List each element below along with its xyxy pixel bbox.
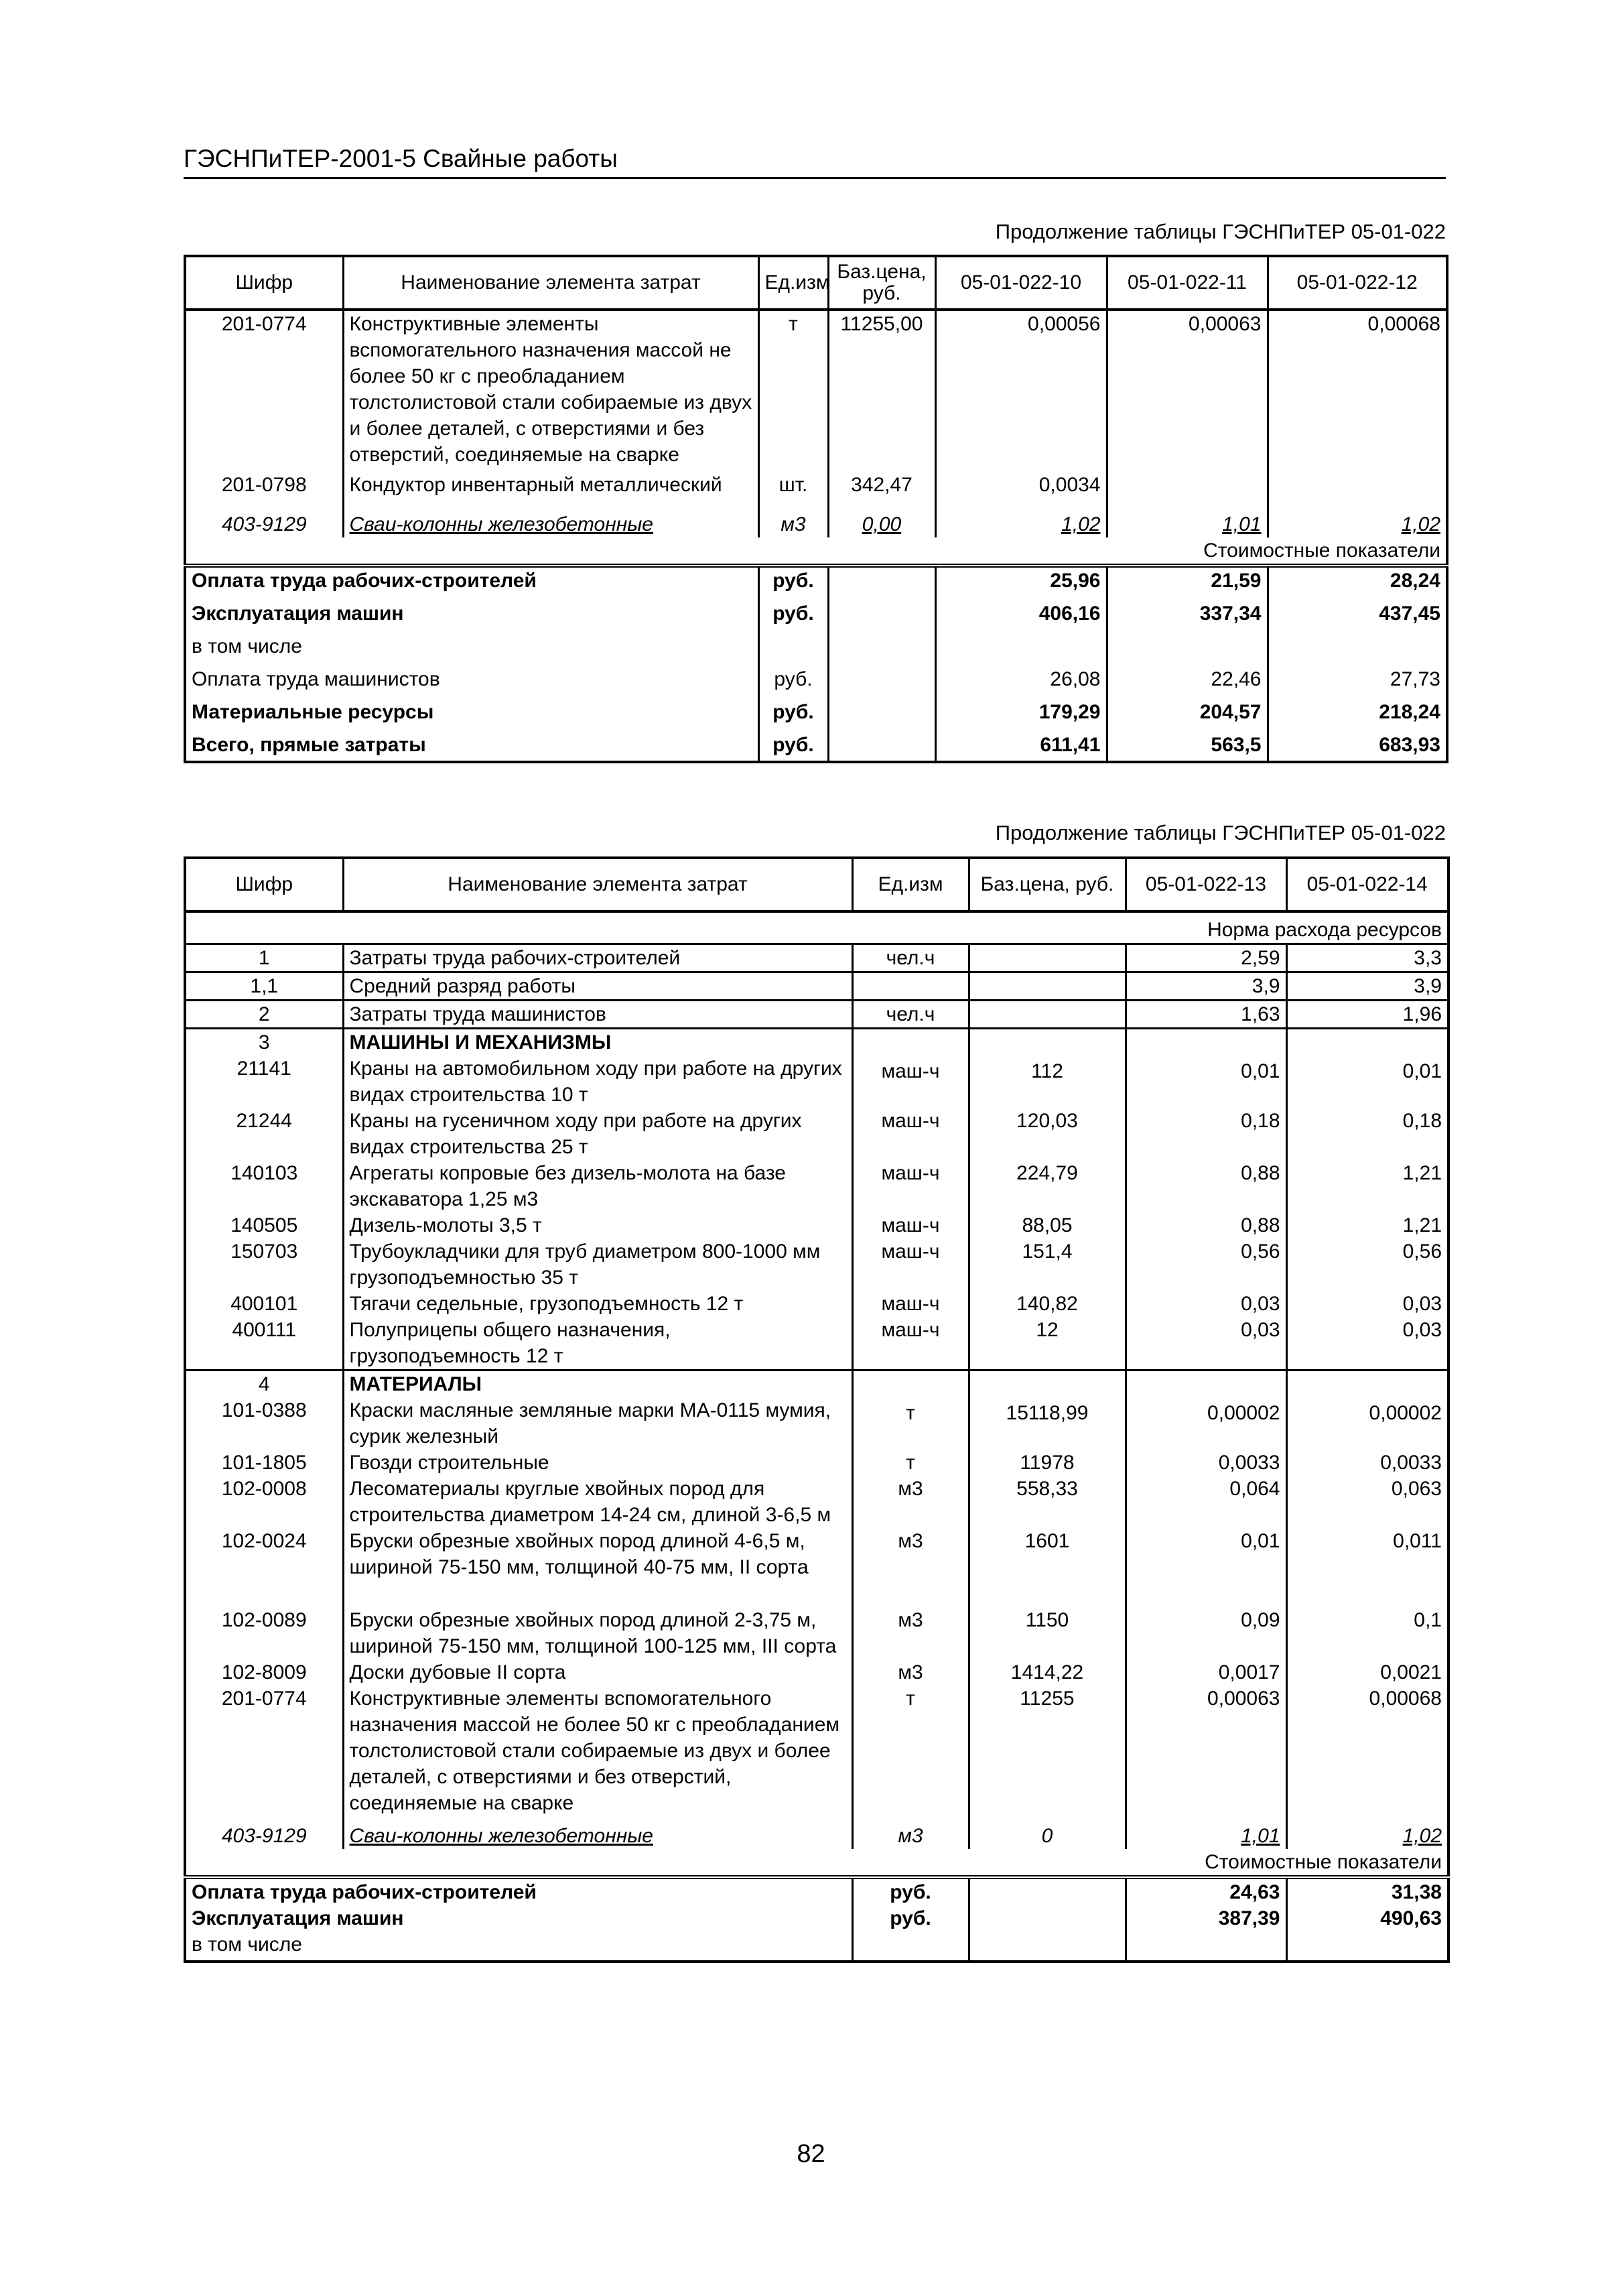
empty-cell <box>852 1029 969 1056</box>
cost-price-empty <box>969 1905 1126 1931</box>
col-header-v2: 05-01-022-11 <box>1107 256 1268 310</box>
section-title: МАШИНЫ И МЕХАНИЗМЫ <box>343 1029 852 1056</box>
row-unit: маш-ч <box>852 1056 969 1108</box>
row-price: 0 <box>969 1816 1126 1849</box>
row-price: 1414,22 <box>969 1659 1126 1685</box>
cost-price-empty <box>828 692 935 725</box>
cost-v1: 26,08 <box>935 659 1107 692</box>
row-unit: т <box>852 1450 969 1476</box>
cost-v1: 611,41 <box>935 725 1107 762</box>
row-name: Лесоматериалы круглые хвойных пород для строительства диаметром 14-24 см, длиной 3-6,5 м <box>343 1476 852 1528</box>
cost-unit: руб. <box>758 659 828 692</box>
empty-cell <box>969 1029 1126 1056</box>
row-code: 201-0774 <box>185 1685 343 1816</box>
table2-header-row <box>185 858 1448 911</box>
row-v1: 1,63 <box>1126 1001 1286 1029</box>
table-row <box>185 1931 1448 1962</box>
row-name: Конструктивные элементы вспомогательного назначения массой не более 50 кг с преобладанием толстолистовой стали собираемые из двух и более деталей, с отверстиями и без отверстий, соединяемые на сварке <box>343 310 758 468</box>
table1-caption: Продолжение таблицы ГЭСНПиТЕР 05-01-022 <box>995 220 1446 243</box>
cost-price-empty <box>828 594 935 627</box>
row-unit: маш-ч <box>852 1291 969 1317</box>
row-v1: 0,18 <box>1126 1108 1286 1160</box>
row-v2: 0,0033 <box>1380 1452 1442 1474</box>
row-v2: 0,03 <box>1402 1293 1442 1315</box>
row-code: 400111 <box>185 1317 343 1370</box>
row-unit: м3 <box>852 1659 969 1685</box>
section-code: 4 <box>185 1370 343 1398</box>
cost-name: Всего, прямые затраты <box>185 725 758 762</box>
row-v1: 0,09 <box>1126 1607 1286 1659</box>
row-v2: 0,01 <box>1402 1060 1442 1082</box>
row-v1: 0,88 <box>1126 1212 1286 1238</box>
row-v2 <box>1107 468 1268 498</box>
col-header-v3: 05-01-022-12 <box>1268 256 1447 310</box>
col-header-price: Баз.цена, руб. <box>969 858 1126 911</box>
table-row <box>185 310 1447 468</box>
table2-caption: Продолжение таблицы ГЭСНПиТЕР 05-01-022 <box>995 821 1446 844</box>
table-row <box>185 1905 1448 1931</box>
row-code: 101-0388 <box>185 1397 343 1450</box>
cost-v3: 218,24 <box>1379 701 1440 723</box>
cost-unit <box>758 627 828 659</box>
row-code: 403-9129 <box>185 498 343 537</box>
cost-v3: 683,93 <box>1379 734 1440 756</box>
table-row <box>185 1238 1448 1291</box>
cost-price-empty <box>969 1877 1126 1905</box>
norm-label-row <box>185 911 1448 944</box>
row-code: 2 <box>185 1001 343 1029</box>
col-header-code: Шифр <box>185 858 343 911</box>
cost-v1: 387,39 <box>1126 1905 1286 1931</box>
cost-v3 <box>1268 627 1447 659</box>
row-code: 101-1805 <box>185 1450 343 1476</box>
empty-cell <box>1126 1029 1286 1056</box>
cost-price-empty <box>828 725 935 762</box>
cost-name: в том числе <box>185 1931 852 1962</box>
row-v1: 0,00056 <box>935 310 1107 468</box>
row-name: Трубоукладчики для труб диаметром 800-1000 мм грузоподъемностью 35 т <box>343 1238 852 1291</box>
table1-header-row <box>185 256 1447 310</box>
row-unit: маш-ч <box>852 1238 969 1291</box>
cost-v2: 563,5 <box>1107 725 1268 762</box>
row-unit: маш-ч <box>852 1212 969 1238</box>
row-name: Сваи-колонны железобетонные <box>343 498 758 537</box>
row-unit: м3 <box>758 498 828 537</box>
row-price: 12 <box>969 1317 1126 1370</box>
col-header-name: Наименование элемента затрат <box>343 858 852 911</box>
row-name: Сваи-колонны железобетонные <box>343 1816 852 1849</box>
row-v1: 0,03 <box>1126 1317 1286 1370</box>
norm-label: Норма расхода ресурсов <box>1207 919 1442 941</box>
table-row <box>185 692 1447 725</box>
section-code: 3 <box>185 1029 343 1056</box>
table-row <box>185 1450 1448 1476</box>
cost-unit: руб. <box>758 594 828 627</box>
cost-unit: руб. <box>758 692 828 725</box>
row-name: Конструктивные элементы вспомогательного назначения массой не более 50 кг с преобладанием толстолистовой стали собираемые из двух и более деталей, с отверстиями и без отверстий, соединяемые на сварке <box>343 1685 852 1816</box>
row-v3: 1,02 <box>1401 513 1440 535</box>
row-v1: 0,03 <box>1126 1291 1286 1317</box>
row-name: Средний разряд работы <box>343 972 852 1001</box>
row-unit: м3 <box>852 1816 969 1849</box>
row-v2: 0,03 <box>1402 1319 1442 1341</box>
row-v1: 3,9 <box>1126 972 1286 1001</box>
row-price: 0,00 <box>828 498 935 537</box>
cost-v2: 204,57 <box>1107 692 1268 725</box>
row-name: Краны на гусеничном ходу при работе на других видах строительства 25 т <box>343 1108 852 1160</box>
row-name: Гвозди строительные <box>343 1450 852 1476</box>
row-v2: 1,02 <box>1402 1825 1442 1847</box>
col-header-unit: Ед.изм <box>852 858 969 911</box>
cost-price-empty <box>828 566 935 594</box>
row-code: 140505 <box>185 1212 343 1238</box>
table-row <box>185 1291 1448 1317</box>
row-name: Полуприцепы общего назначения, грузоподъемность 12 т <box>343 1317 852 1370</box>
row-code: 102-0024 <box>185 1528 343 1607</box>
cost-v1 <box>935 627 1107 659</box>
row-v1: 0,88 <box>1126 1160 1286 1212</box>
row-unit: м3 <box>852 1528 969 1607</box>
row-v3: 0,00068 <box>1367 313 1440 335</box>
table-row <box>185 944 1448 972</box>
cost-v1: 179,29 <box>935 692 1107 725</box>
row-v2: 1,96 <box>1286 1001 1448 1029</box>
row-price: 558,33 <box>969 1476 1126 1528</box>
table-row <box>185 1607 1448 1659</box>
row-code: 140103 <box>185 1160 343 1212</box>
row-name: Затраты труда рабочих-строителей <box>343 944 852 972</box>
table-row <box>185 566 1447 594</box>
col-header-v2: 05-01-022-14 <box>1286 858 1448 911</box>
empty-cell <box>1126 1370 1286 1398</box>
row-v2: 0,18 <box>1402 1110 1442 1132</box>
section-label-row <box>185 537 1447 566</box>
row-v1: 1,02 <box>935 498 1107 537</box>
cost-v1: 25,96 <box>935 566 1107 594</box>
row-v2: 3,3 <box>1286 944 1448 972</box>
row-price <box>969 944 1126 972</box>
table-row <box>185 1877 1448 1905</box>
row-unit: т <box>852 1685 969 1816</box>
row-code: 102-0008 <box>185 1476 343 1528</box>
row-v2: 0,0021 <box>1380 1661 1442 1683</box>
row-price <box>969 1001 1126 1029</box>
row-unit: м3 <box>852 1476 969 1528</box>
cost-unit: руб. <box>758 566 828 594</box>
col-header-v1: 05-01-022-13 <box>1126 858 1286 911</box>
row-name: Доски дубовые II сорта <box>343 1659 852 1685</box>
row-v1: 0,00063 <box>1126 1685 1286 1816</box>
table-row <box>185 1160 1448 1212</box>
section-header-machines <box>185 1029 1448 1056</box>
row-price <box>969 972 1126 1001</box>
cost-section-label: Стоимостные показатели <box>1203 539 1440 562</box>
row-code: 400101 <box>185 1291 343 1317</box>
table-row <box>185 1816 1448 1849</box>
row-unit: маш-ч <box>852 1108 969 1160</box>
section-label-row <box>185 1849 1448 1877</box>
section-header-materials <box>185 1370 1448 1398</box>
row-v1: 0,0017 <box>1126 1659 1286 1685</box>
row-name: Краны на автомобильном ходу при работе на других видах строительства 10 т <box>343 1056 852 1108</box>
table-row <box>185 627 1447 659</box>
section-title: МАТЕРИАЛЫ <box>343 1370 852 1398</box>
cost-unit: руб. <box>852 1905 969 1931</box>
empty-cell <box>969 1370 1126 1398</box>
row-price: 1150 <box>969 1607 1126 1659</box>
table-row <box>185 1212 1448 1238</box>
row-name: Тягачи седельные, грузоподъемность 12 т <box>343 1291 852 1317</box>
table2 <box>184 856 1450 1963</box>
row-code: 201-0798 <box>185 468 343 498</box>
row-v1: 0,01 <box>1126 1056 1286 1108</box>
row-v1: 0,064 <box>1126 1476 1286 1528</box>
row-v1: 0,0034 <box>935 468 1107 498</box>
cost-name: Эксплуатация машин <box>185 1905 852 1931</box>
row-price: 151,4 <box>969 1238 1126 1291</box>
cost-v3: 28,24 <box>1268 566 1447 594</box>
row-v2: 0,00063 <box>1107 310 1268 468</box>
page-number: 82 <box>797 2140 825 2168</box>
row-unit: т <box>852 1397 969 1450</box>
cost-name: в том числе <box>185 627 758 659</box>
row-v1: 2,59 <box>1126 944 1286 972</box>
cost-v3: 27,73 <box>1390 668 1440 690</box>
row-unit <box>852 972 969 1001</box>
cost-price-empty <box>828 659 935 692</box>
cost-v2 <box>1107 627 1268 659</box>
row-v2: 0,00002 <box>1369 1402 1442 1424</box>
table-row <box>185 659 1447 692</box>
table-row <box>185 1397 1448 1450</box>
empty-cell <box>852 1370 969 1398</box>
cost-v2: 31,38 <box>1286 1877 1448 1905</box>
row-v1: 0,56 <box>1126 1238 1286 1291</box>
cost-v1 <box>1126 1931 1286 1962</box>
row-code: 102-0089 <box>185 1607 343 1659</box>
row-unit: т <box>758 310 828 468</box>
row-unit: чел.ч <box>852 944 969 972</box>
table-row <box>185 468 1447 498</box>
col-header-price: Баз.цена, руб. <box>828 256 935 310</box>
cost-unit: руб. <box>758 725 828 762</box>
row-name: Кондуктор инвентарный металлический <box>343 468 758 498</box>
cost-v2 <box>1286 1931 1448 1962</box>
row-v2: 1,01 <box>1107 498 1268 537</box>
row-v2: 0,00068 <box>1369 1687 1442 1710</box>
row-code: 102-8009 <box>185 1659 343 1685</box>
row-code: 150703 <box>185 1238 343 1291</box>
table-row <box>185 1108 1448 1160</box>
cost-name: Материальные ресурсы <box>185 692 758 725</box>
cost-name: Оплата труда машинистов <box>185 659 758 692</box>
row-v1: 0,0033 <box>1126 1450 1286 1476</box>
table-row <box>185 1317 1448 1370</box>
table-row <box>185 725 1447 762</box>
row-code: 21244 <box>185 1108 343 1160</box>
table-row <box>185 498 1447 537</box>
table-row <box>185 1001 1448 1029</box>
cost-price-empty <box>969 1931 1126 1962</box>
row-price: 342,47 <box>828 468 935 498</box>
col-header-v1: 05-01-022-10 <box>935 256 1107 310</box>
row-unit: чел.ч <box>852 1001 969 1029</box>
row-code: 1 <box>185 944 343 972</box>
row-name: Затраты труда машинистов <box>343 1001 852 1029</box>
cost-name: Оплата труда рабочих-строителей <box>185 1877 852 1905</box>
row-price: 11978 <box>969 1450 1126 1476</box>
row-price: 140,82 <box>969 1291 1126 1317</box>
row-code: 403-9129 <box>185 1816 343 1849</box>
row-v1: 1,01 <box>1126 1816 1286 1849</box>
row-code: 21141 <box>185 1056 343 1108</box>
row-unit: маш-ч <box>852 1317 969 1370</box>
row-code: 1,1 <box>185 972 343 1001</box>
row-name: Краски масляные земляные марки МА-0115 мумия, сурик железный <box>343 1397 852 1450</box>
empty-cell <box>1286 1029 1448 1056</box>
row-name: Дизель-молоты 3,5 т <box>343 1212 852 1238</box>
table1 <box>184 255 1448 763</box>
table-row <box>185 1659 1448 1685</box>
row-v2: 0,063 <box>1391 1478 1442 1500</box>
cost-v2: 337,34 <box>1107 594 1268 627</box>
table-row <box>185 1056 1448 1108</box>
cost-v2: 22,46 <box>1107 659 1268 692</box>
table-row <box>185 1685 1448 1816</box>
row-price: 11255,00 <box>828 310 935 468</box>
cost-price-empty <box>828 627 935 659</box>
cost-v2: 490,63 <box>1380 1907 1442 1929</box>
cost-v1: 24,63 <box>1126 1877 1286 1905</box>
table-row <box>185 594 1447 627</box>
row-code: 201-0774 <box>185 310 343 468</box>
running-header: ГЭСНПиТЕР-2001-5 Свайные работы <box>184 146 1446 179</box>
row-v2: 0,011 <box>1393 1530 1442 1552</box>
col-header-code: Шифр <box>185 256 343 310</box>
table-row <box>185 1528 1448 1607</box>
row-v3 <box>1268 468 1447 498</box>
cost-unit: руб. <box>852 1877 969 1905</box>
row-unit: м3 <box>852 1607 969 1659</box>
row-v2: 1,21 <box>1402 1214 1442 1236</box>
cost-v3: 437,45 <box>1379 602 1440 625</box>
row-v1: 0,00002 <box>1126 1397 1286 1450</box>
col-header-name: Наименование элемента затрат <box>343 256 758 310</box>
row-v2: 3,9 <box>1286 972 1448 1001</box>
row-name: Бруски обрезные хвойных пород длиной 4-6,5 м, шириной 75-150 мм, толщиной 40-75 мм, II сорта <box>343 1528 852 1607</box>
row-name: Агрегаты копровые без дизель-молота на базе экскаватора 1,25 м3 <box>343 1160 852 1212</box>
row-price: 120,03 <box>969 1108 1126 1160</box>
row-unit: шт. <box>758 468 828 498</box>
table-row <box>185 972 1448 1001</box>
row-v2: 0,1 <box>1414 1609 1442 1631</box>
row-v1: 0,01 <box>1126 1528 1286 1607</box>
row-price: 88,05 <box>969 1212 1126 1238</box>
cost-v1: 406,16 <box>935 594 1107 627</box>
row-price: 11255 <box>969 1685 1126 1816</box>
row-unit: маш-ч <box>852 1160 969 1212</box>
cost-unit <box>852 1931 969 1962</box>
col-header-unit: Ед.изм <box>758 256 828 310</box>
cost-name: Эксплуатация машин <box>185 594 758 627</box>
row-price: 224,79 <box>969 1160 1126 1212</box>
row-price: 15118,99 <box>969 1397 1126 1450</box>
empty-cell <box>1286 1370 1448 1398</box>
cost-v2: 21,59 <box>1107 566 1268 594</box>
row-v2: 0,56 <box>1402 1240 1442 1263</box>
row-name: Бруски обрезные хвойных пород длиной 2-3,75 м, шириной 75-150 мм, толщиной 100-125 мм, III сорта <box>343 1607 852 1659</box>
row-v2: 1,21 <box>1402 1162 1442 1184</box>
cost-section-label: Стоимостные показатели <box>1205 1851 1442 1873</box>
cost-name: Оплата труда рабочих-строителей <box>185 566 758 594</box>
table-row <box>185 1476 1448 1528</box>
row-price: 112 <box>969 1056 1126 1108</box>
row-price: 1601 <box>969 1528 1126 1607</box>
